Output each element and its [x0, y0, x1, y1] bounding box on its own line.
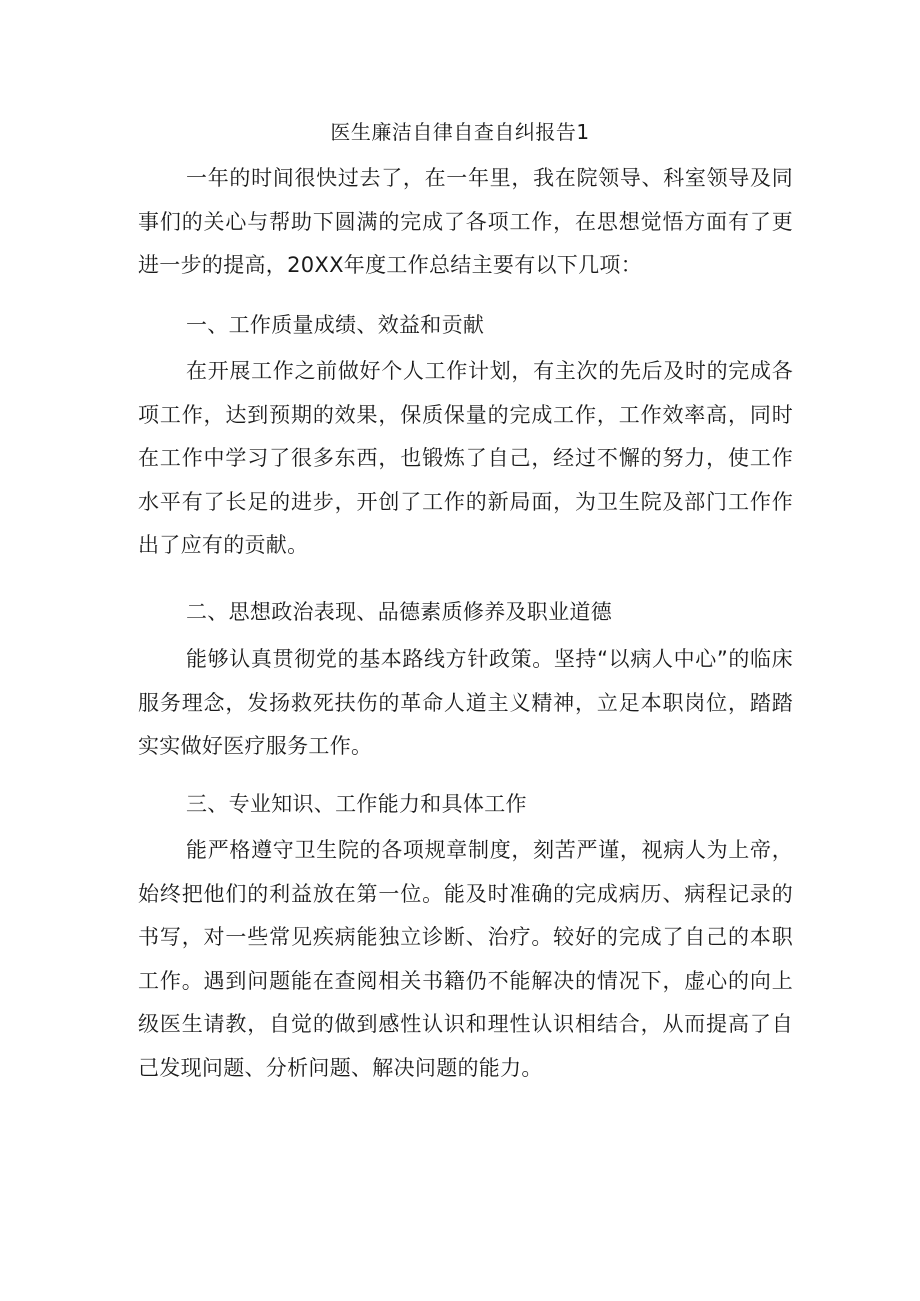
section-body-1: 在开展工作之前做好个人工作计划，有主次的先后及时的完成各项工作，达到预期的效果，保质保量的完成工作，工作效率高，同时在工作中学习了很多东西，也锻炼了自己，经过不懈的努力，使工作水平有了长足的进步，开创了工作的新局面，为卫生院及部门工作作出了应有的贡献。 — [138, 359, 793, 557]
section-heading-3: 三、专业知识、工作能力和具体工作 — [186, 792, 527, 816]
section-body-3: 能严格遵守卫生院的各项规章制度，刻苦严谨，视病人为上帝，始终把他们的利益放在第一位。能及时准确的完成病历、病程记录的书写，对一些常见疾病能独立诊断、治疗。较好的完成了自己的本职工作。遇到问题能在查阅相关书籍仍不能解决的情况下，虚心的向上级医生请教，自觉的做到感性认识和理性认识相结合，从而提高了自己发现问题、分析问题、解决问题的能力。 — [138, 838, 793, 1080]
section-body-2: 能够认真贯彻党的基本路线方针政策。坚持“以病人中心”的临床服务理念，发扬救死扶伤的革命人道主义精神，立足本职岗位，踏踏实实做好医疗服务工作。 — [138, 647, 793, 758]
document-title: 医生廉洁自律自查自纠报告1 — [330, 120, 590, 144]
section-heading-2: 二、思想政治表现、品德素质修养及职业道德 — [186, 600, 612, 624]
section-heading-1: 一、工作质量成绩、效益和贡献 — [186, 313, 485, 337]
intro-paragraph: 一年的时间很快过去了，在一年里，我在院领导、科室领导及同事们的关心与帮助下圆满的完成了各项工作，在思想觉悟方面有了更进一步的提高，20XX年度工作总结主要有以下几项： — [138, 166, 793, 277]
